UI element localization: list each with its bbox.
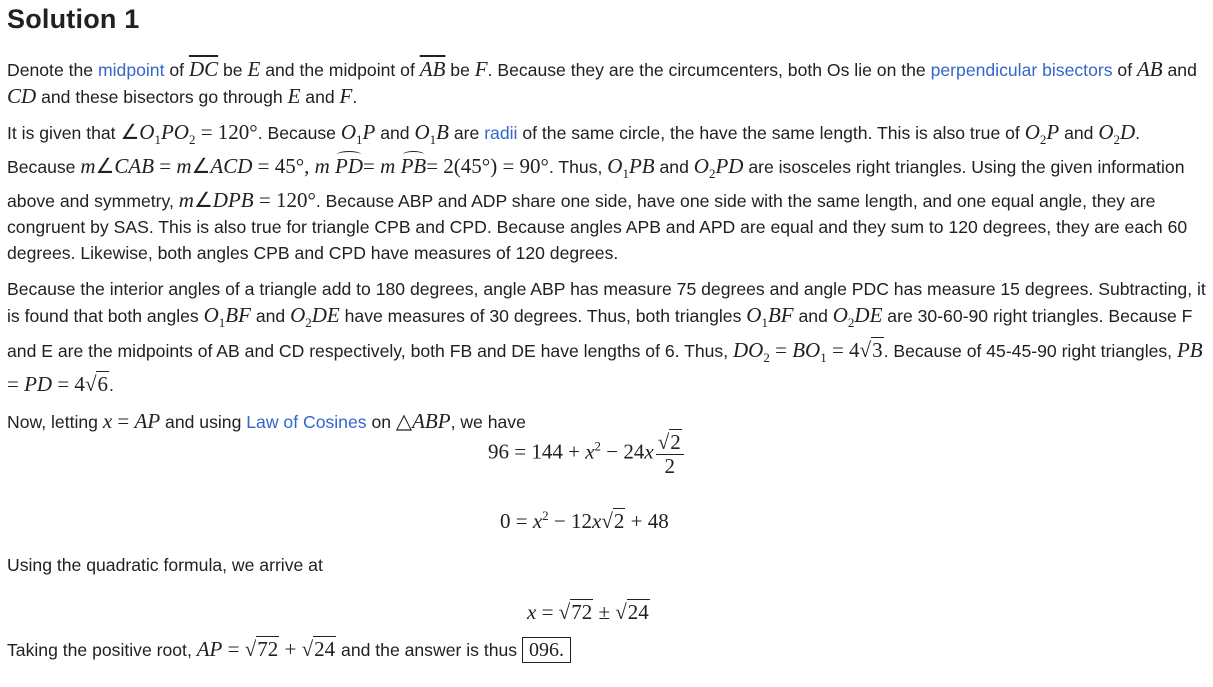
math-angle-equation: m∠CAB = m∠ACD = 45°, m PD= m PB= 2(45°) = 90° [80,154,549,179]
link-midpoint[interactable]: midpoint [97,60,165,80]
paragraph-1: Denote the midpoint of $\overline{DC}$ be E and the midpoint of $\overline{AB}$ be F. Because they are the circumcenters, both Os lie on the perpendicular bisectors of AB and CD and these bisectors go through E and F. [7,57,1197,108]
link-radii[interactable]: radii [484,123,518,143]
paragraph-6: Taking the positive root, AP = √72 + √24 and the answer is thus 096. [7,636,1206,663]
equation-roots: x = √72 ± √24 [527,600,649,624]
link-law-of-cosines[interactable]: Law of Cosines [246,411,367,432]
math-angle-o1po2: $\angle O_1PO_2 = 120^\circ$ [120,120,258,148]
math-do2-bo1: $DO_2 = BO_1 = 4√3$ [733,337,883,365]
math-ap-result: AP = √72 + √24 [196,636,336,661]
math-angle-dpb: m∠DPB = 120° [178,188,316,213]
paragraph-4: Now, letting x = AP and using Law of Cosines on △ABP, we have [7,408,526,433]
section-heading: Solution 1 [7,4,140,34]
paragraph-5: Using the quadratic formula, we arrive at [7,554,323,575]
math-dc: $\overline{DC}$ [188,57,219,81]
paragraph-3: Because the interior angles of a triangle add to 180 degrees, angle ABP has measure 75 degrees and angle PDC has measure 15 degrees. Subtracting, it is found that both angles $O_1BF$ and $O_2DE$ have measures of 30 degrees. Thus, both triangles $O_1BF$ and $O_2DE$ are 30-60-90 right triangles. Because F and E are the midpoints of AB and CD respectively, both FB and DE have lengths of 6. Thus, $DO_2 = BO_1 = 4√3$. Because of 45-45-90 right triangles, PB = PD = 4√6. [7,279,1206,396]
answer-box: 096. [522,637,571,663]
equation-law-of-cosines: $96 = 144 + x^2 - 24x$ $\frac{√2}{2}$ [488,430,684,477]
link-perpendicular-bisectors[interactable]: perpendicular bisectors [930,60,1113,80]
paragraph-2: It is given that $\angle O_1PO_2 = 120^\circ$. Because $O_1P$ and $O_1B$ are radii of the same circle, the have the same length. This is also true of $O_2P$ and $O_2D$. Because m∠CAB = m∠ACD = 45°, m PD= m PB= 2(45°) = 90°. Thus, $O_1PB$ and $O_2PD$ are isosceles right triangles. Using the given information above and symmetry, m∠DPB = 120°. Because ABP and ADP share one side, have one side with the same length, and one equal angle, they are congruent by SAS. This is also true for triangle CPB and CPD. Because angles APB and APD are equal and they sum to 120 degrees, they are each 60 degrees. Likewise, both angles CPB and CPD have measures of 120 degrees. [7,120,1188,264]
equation-quadratic: $0 = x^2 - 12x√2 + 48$ [500,508,669,533]
math-pb-pd: PB = PD = 4√6 [7,337,1203,396]
math-ab: $\overline{AB}$ [419,57,446,81]
